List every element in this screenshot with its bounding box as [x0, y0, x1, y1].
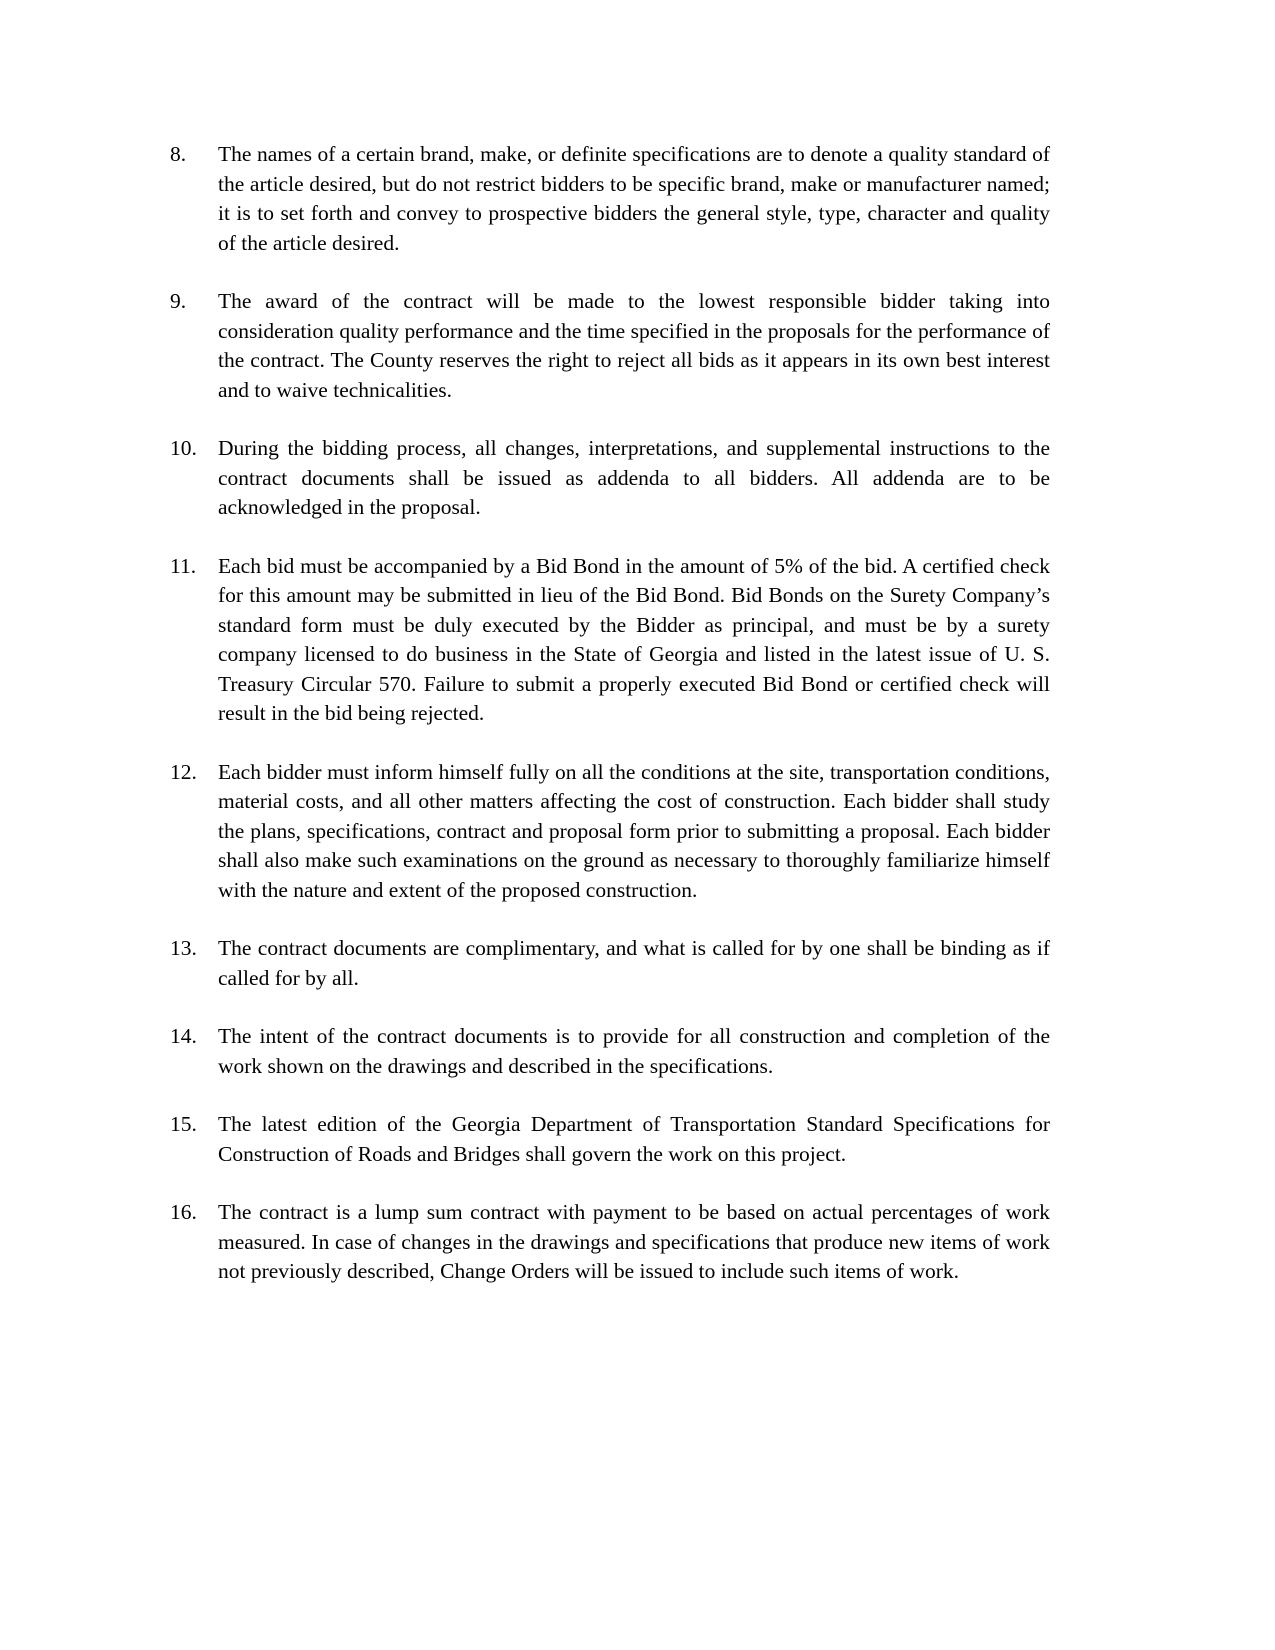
clause-number: 14.	[170, 1024, 197, 1048]
clause-number: 13.	[170, 936, 197, 960]
list-item	[170, 1110, 1050, 1169]
list-item	[170, 1022, 1050, 1081]
list-item	[170, 434, 1050, 523]
clause-list	[170, 140, 1050, 1287]
clause-text: The contract is a lump sum contract with payment to be based on actual percentages of work measured. In case of changes in the drawings and specifications that produce new items of work not previously described, Change Orders will be issued to include such items of work.	[218, 1200, 1050, 1283]
clause-text: The names of a certain brand, make, or definite specifications are to denote a quality standard of the article desired, but do not restrict bidders to be specific brand, make or manufacturer named; it is to set forth and convey to prospective bidders the general style, type, character and quality of the article desired.	[218, 142, 1050, 255]
list-item	[170, 758, 1050, 906]
list-item	[170, 287, 1050, 405]
clause-text: During the bidding process, all changes, interpretations, and supplemental instructions to the contract documents shall be issued as addenda to all bidders. All addenda are to be acknowledged in the proposal.	[218, 436, 1050, 519]
clause-number: 16.	[170, 1200, 197, 1224]
clause-text: The award of the contract will be made to the lowest responsible bidder taking into consideration quality performance and the time specified in the proposals for the performance of the contract. The County reserves the right to reject all bids as it appears in its own best interest and to waive technicalities.	[218, 289, 1050, 402]
clause-text: Each bidder must inform himself fully on all the conditions at the site, transportation conditions, material costs, and all other matters affecting the cost of construction. Each bidder shall study the plans, specifications, contract and proposal form prior to submitting a proposal. Each bidder shall also make such examinations on the ground as necessary to thoroughly familiarize himself with the nature and extent of the proposed construction.	[218, 759, 1050, 902]
clause-number: 10.	[170, 436, 197, 460]
list-item	[170, 552, 1050, 729]
clause-text: The contract documents are complimentary, and what is called for by one shall be binding as if called for by all.	[218, 936, 1050, 990]
list-item	[170, 934, 1050, 993]
clause-number: 12.	[170, 759, 197, 784]
list-item	[170, 140, 1050, 258]
clause-number: 9.	[170, 289, 187, 313]
clause-text: Each bid must be accompanied by a Bid Bond in the amount of 5% of the bid. A certified check for this amount may be submitted in lieu of the Bid Bond. Bid Bonds on the Surety Company’s standard form must be duly executed by the Bidder as principal, and must be by a surety company licensed to do business in the State of Georgia and listed in the latest issue of U. S. Treasury Circular 570. Failure to submit a properly executed Bid Bond or certified check will result in the bid being rejected.	[218, 553, 1050, 725]
list-item	[170, 1198, 1050, 1287]
clause-text: The intent of the contract documents is to provide for all construction and completion of the work shown on the drawings and described in the specifications.	[218, 1024, 1050, 1078]
clause-number: 11.	[170, 553, 197, 578]
clause-number: 15.	[170, 1112, 197, 1136]
clause-text: The latest edition of the Georgia Department of Transportation Standard Specifications for Construction of Roads and Bridges shall govern the work on this project.	[218, 1112, 1050, 1166]
clause-number: 8.	[170, 142, 187, 166]
